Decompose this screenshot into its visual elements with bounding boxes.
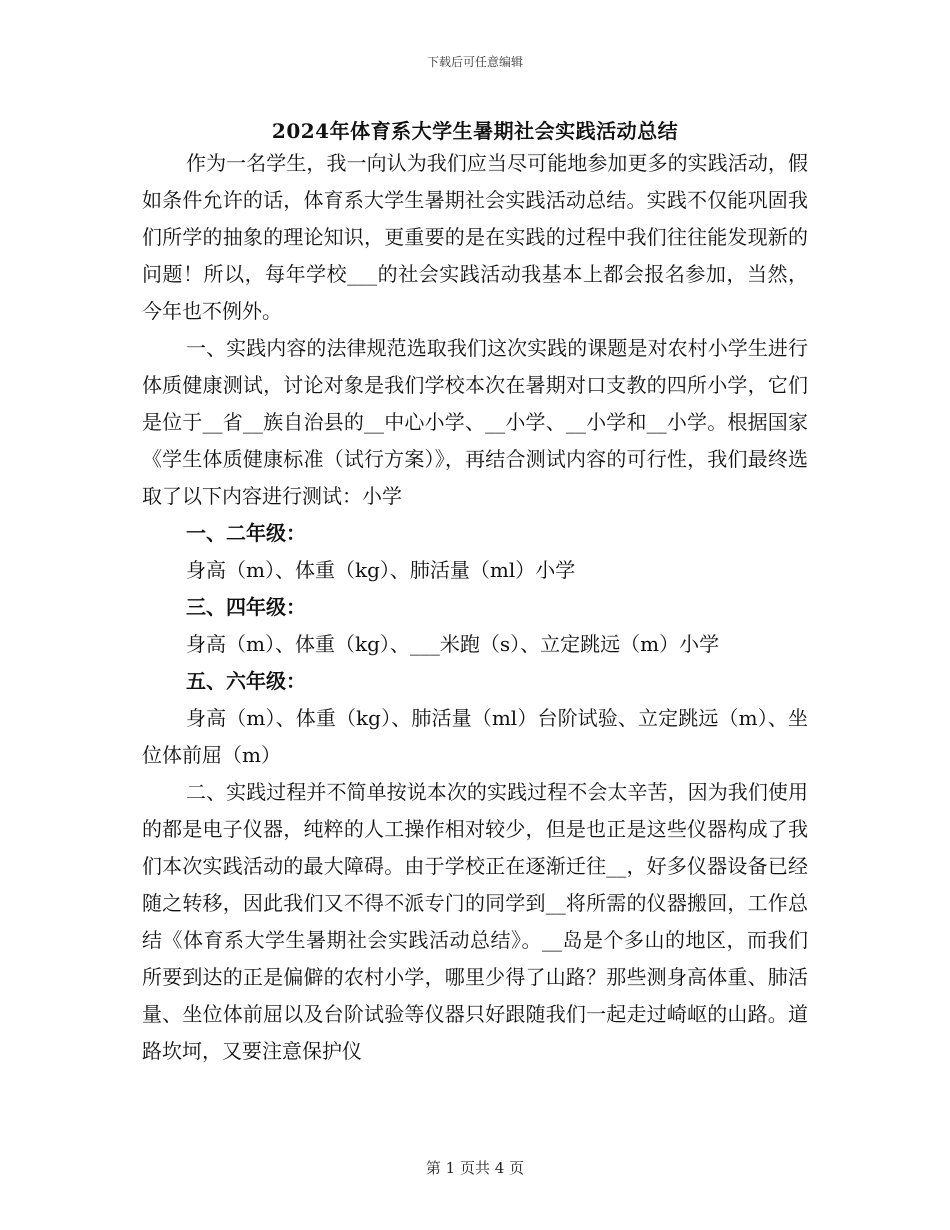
section-1-paragraph: 一、实践内容的法律规范选取我们这次实践的课题是对农村小学生进行体质健康测试，讨论对象是我们学校本次在暑期对口支教的四所小学，它们是位于__省__族自治县的__中心小学、__小学、__小学和__小学。根据国家《学生体质健康标准（试行方案）》，再结合测试内容的可行性，我们最终选取了以下内容进行测试：小学 (142, 336, 808, 508)
page-number: 第 1 页共 4 页 (425, 1159, 525, 1177)
grade-5-6-items: 身高（m）、体重（kg）、肺活量（ml）台阶试验、立定跳远（m）、坐位体前屈（m） (142, 706, 808, 767)
page-header-note: 下载后可任意编辑 (426, 55, 523, 69)
document-body (142, 145, 808, 1070)
grade-1-2-items: 身高（m）、体重（kg）、肺活量（ml）小学 (186, 558, 576, 582)
grade-5-6-heading: 五、六年级： (186, 669, 306, 693)
grade-3-4-items: 身高（m）、体重（kg）、___米跑（s）、立定跳远（m）小学 (186, 632, 720, 656)
section-2-paragraph: 二、实践过程并不简单按说本次的实践过程不会太辛苦，因为我们使用的都是电子仪器，纯粹的人工操作相对较少，但是也正是这些仪器构成了我们本次实践活动的最大障碍。由于学校正在逐渐迁往__，好多仪器设备已经随之转移，因此我们又不得不派专门的同学到__将所需的仪器搬回，工作总结《体育系大学生暑期社会实践活动总结》。__岛是个多山的地区，而我们所要到达的正是偏僻的农村小学，哪里少得了山路？那些测身高体重、肺活量、坐位体前屈以及台阶试验等仪器只好跟随我们一起走过崎岖的山路。道路坎坷，又要注意保护仪 (142, 780, 808, 1063)
grade-3-4-heading: 三、四年级： (186, 595, 306, 619)
document-title: 2024年体育系大学生暑期社会实践活动总结 (271, 119, 679, 143)
intro-paragraph: 作为一名学生，我一向认为我们应当尽可能地参加更多的实践活动，假如条件允许的话，体育系大学生暑期社会实践活动总结。实践不仅能巩固我们所学的抽象的理论知识，更重要的是在实践的过程中我们往往能发现新的问题！所以，每年学校___的社会实践活动我基本上都会报名参加，当然，今年也不例外。 (142, 151, 808, 323)
grade-1-2-heading: 一、二年级： (186, 521, 306, 545)
